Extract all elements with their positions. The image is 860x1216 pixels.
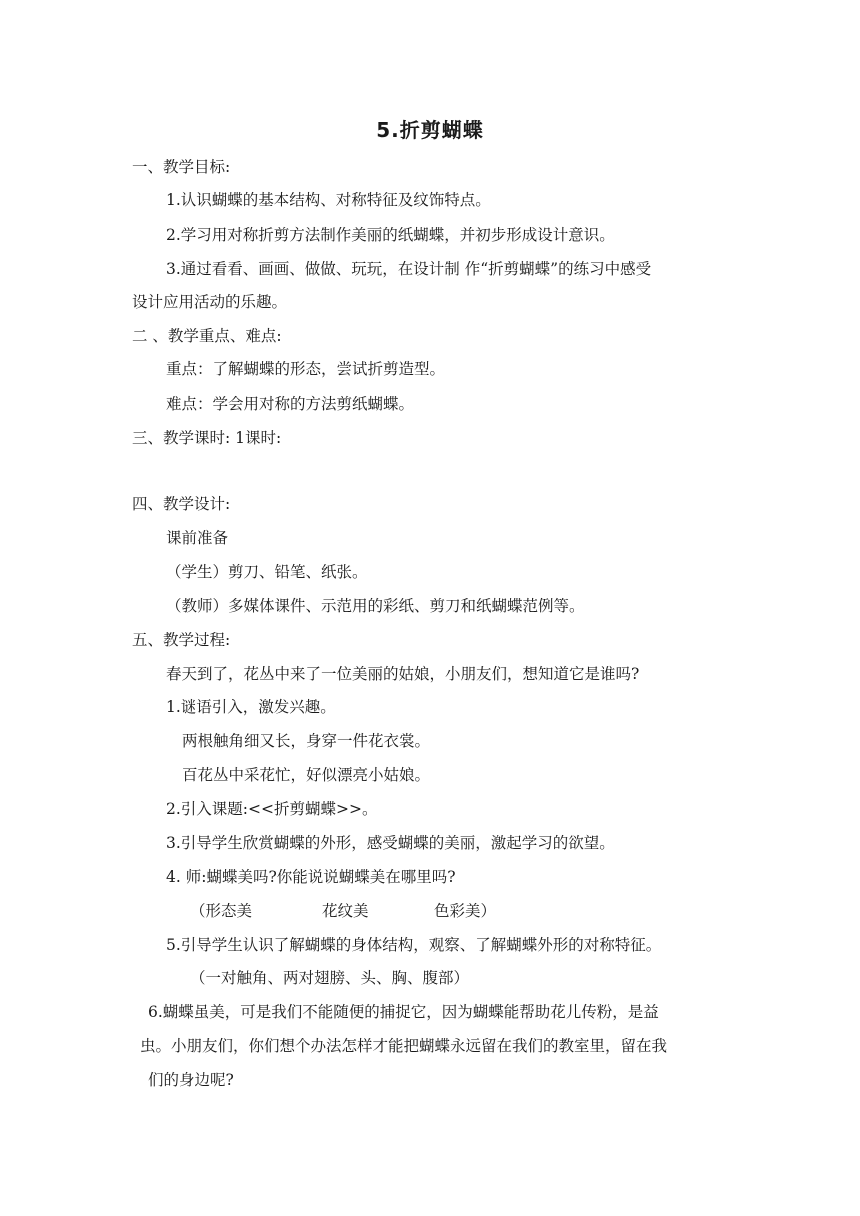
objective-item-3-continued: 设计应用活动的乐趣。 [132,293,288,311]
preparation-label: 课前准备 [166,529,229,547]
student-materials: （学生）剪刀、铅笔、纸张。 [166,563,368,581]
process-step-1: 1.谜语引入，激发兴趣。 [166,698,336,716]
difficult-point-text: 难点：学会用对称的方法剪纸蝴蝶。 [166,395,415,413]
section-heading-process: 五、教学过程: [132,631,231,649]
process-step-2: 2.引入课题:<<折剪蝴蝶>>。 [166,800,378,818]
process-step-4: 4. 师:蝴蝶美吗?你能说说蝴蝶美在哪里吗? [166,868,456,886]
objective-item-3: 3.通过看看、画画、做做、玩玩，在设计制 作“折剪蝴蝶”的练习中感受 [166,260,652,278]
process-step-5: 5.引导学生认识了解蝴蝶的身体结构，观察、了解蝴蝶外形的对称特征。 [166,936,662,954]
riddle-line-2: 百花丛中采花忙，好似漂亮小姑娘。 [182,766,431,784]
process-intro: 春天到了，花丛中来了一位美丽的姑娘，小朋友们，想知道它是谁吗? [166,665,640,683]
section-heading-design: 四、教学设计: [132,495,231,513]
process-step-6-line-3: 们的身边呢? [148,1071,234,1089]
process-step-6-line-2: 虫。小朋友们，你们想个办法怎样才能把蝴蝶永远留在我们的教室里，留在我 [140,1037,668,1055]
objective-item-1: 1.认识蝴蝶的基本结构、对称特征及纹饰特点。 [166,191,491,209]
beauty-pattern: 花纹美 [322,902,369,920]
beauty-color: 色彩美） [434,902,497,920]
section-heading-class-hours: 三、教学课时: 1课时: [132,429,282,447]
process-step-3: 3.引导学生欣赏蝴蝶的外形，感受蝴蝶的美丽，激起学习的欲望。 [166,834,615,852]
page-title: 5.折剪蝴蝶 [376,118,484,142]
riddle-line-1: 两根触角细又长，身穿一件花衣裳。 [182,732,431,750]
objective-item-2: 2.学习用对称折剪方法制作美丽的纸蝴蝶，并初步形成设计意识。 [166,226,615,244]
section-heading-key-points: 二 、教学重点、难点: [132,327,282,345]
beauty-form: （形态美 [190,902,253,920]
teacher-materials: （教师）多媒体课件、示范用的彩纸、剪刀和纸蝴蝶范例等。 [166,597,585,615]
key-point-text: 重点：了解蝴蝶的形态，尝试折剪造型。 [166,360,446,378]
section-heading-objectives: 一、教学目标: [132,158,231,176]
body-parts: （一对触角、两对翅膀、头、胸、腹部） [190,969,470,987]
process-step-6: 6.蝴蝶虽美，可是我们不能随便的捕捉它，因为蝴蝶能帮助花儿传粉，是益 [148,1003,659,1021]
